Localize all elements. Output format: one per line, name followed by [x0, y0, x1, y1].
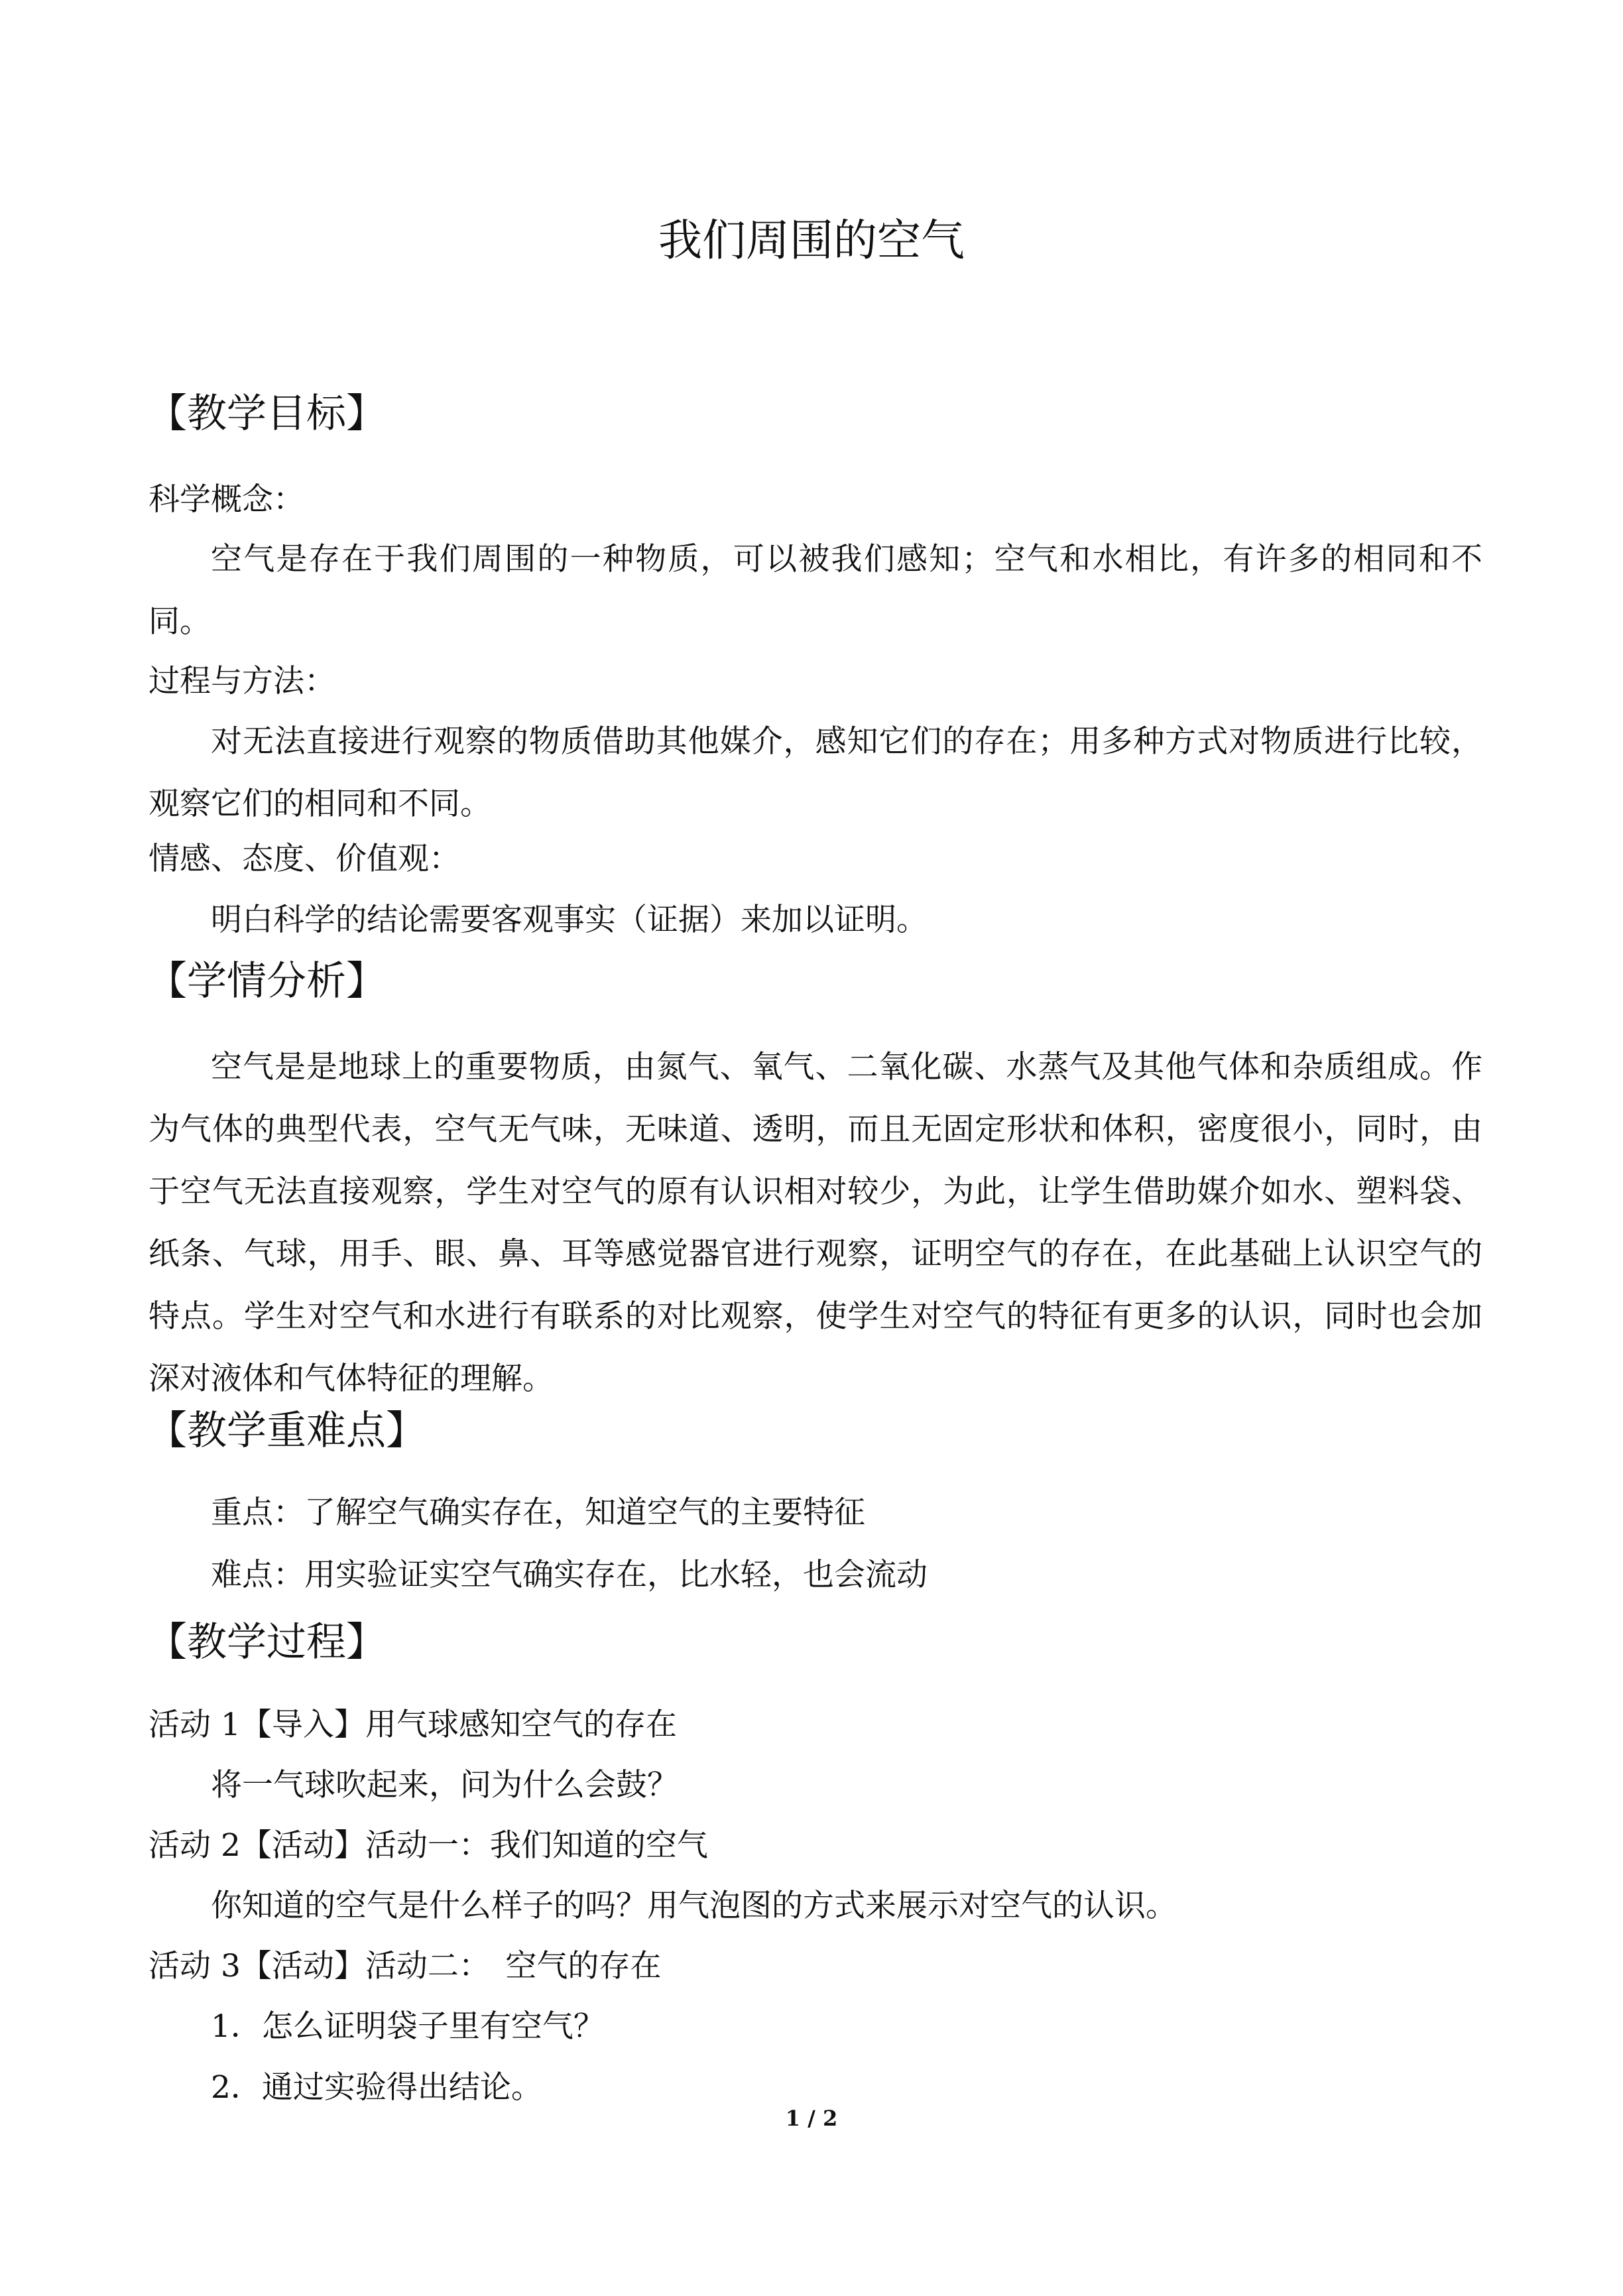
- section-heading-analysis: 【学情分析】: [147, 958, 386, 1004]
- activity-3-item-2: 2．通过实验得出结论。: [211, 2069, 542, 2106]
- activity-2-title: 活动 2【活动】活动一：我们知道的空气: [149, 1827, 708, 1864]
- section-heading-key-points: 【教学重难点】: [147, 1408, 426, 1454]
- analysis-text: 空气是是地球上的重要物质，由氮气、氧气、二氧化碳、水蒸气及其他气体和杂质组成。作为气体的典型代表，空气无气味，无味道、透明，而且无固定形状和体积，密度很小，同时，由于空气无法直接观察，学生对空气的原有认识相对较少，为此，让学生借助媒介如水、塑料袋、纸条、气球，用手、眼、鼻、耳等感觉器官进行观察，证明空气的存在，在此基础上认识空气的特点。学生对空气和水进行有联系的对比观察，使学生对空气的特征有更多的认识，同时也会加深对液体和气体特征的理解。: [149, 1049, 1482, 1397]
- process-method-label: 过程与方法：: [149, 663, 335, 699]
- concept-text: 空气是存在于我们周围的一种物质，可以被我们感知；空气和水相比，有许多的相同和不同。: [149, 541, 1482, 640]
- document-title: 我们周围的空气: [658, 215, 965, 266]
- attitude-label: 情感、态度、价值观：: [149, 841, 460, 877]
- activity-1-title: 活动 1【导入】用气球感知空气的存在: [149, 1707, 677, 1743]
- section-heading-objectives: 【教学目标】: [147, 391, 386, 437]
- concept-label: 科学概念：: [149, 481, 304, 518]
- attitude-text: 明白科学的结论需要客观事实（证据）来加以证明。: [211, 902, 928, 938]
- difficult-point-text: 难点：用实验证实空气确实存在，比水轻，也会流动: [211, 1557, 928, 1593]
- process-method-text: 对无法直接进行观察的物质借助其他媒介，感知它们的存在；用多种方式对物质进行比较，观察它们的相同和不同。: [149, 723, 1482, 822]
- activity-3-item-1: 1．怎么证明袋子里有空气？: [211, 2008, 605, 2045]
- key-point-text: 重点：了解空气确实存在，知道空气的主要特征: [211, 1494, 865, 1531]
- page-number: 1 / 2: [785, 2106, 838, 2131]
- activity-2-text: 你知道的空气是什么样子的吗？用气泡图的方式来展示对空气的认识。: [211, 1888, 1177, 1924]
- activity-1-text: 将一气球吹起来，问为什么会鼓？: [211, 1767, 678, 1803]
- activity-3-title: 活动 3【活动】活动二： 空气的存在: [149, 1948, 662, 1984]
- section-heading-process: 【教学过程】: [147, 1619, 386, 1665]
